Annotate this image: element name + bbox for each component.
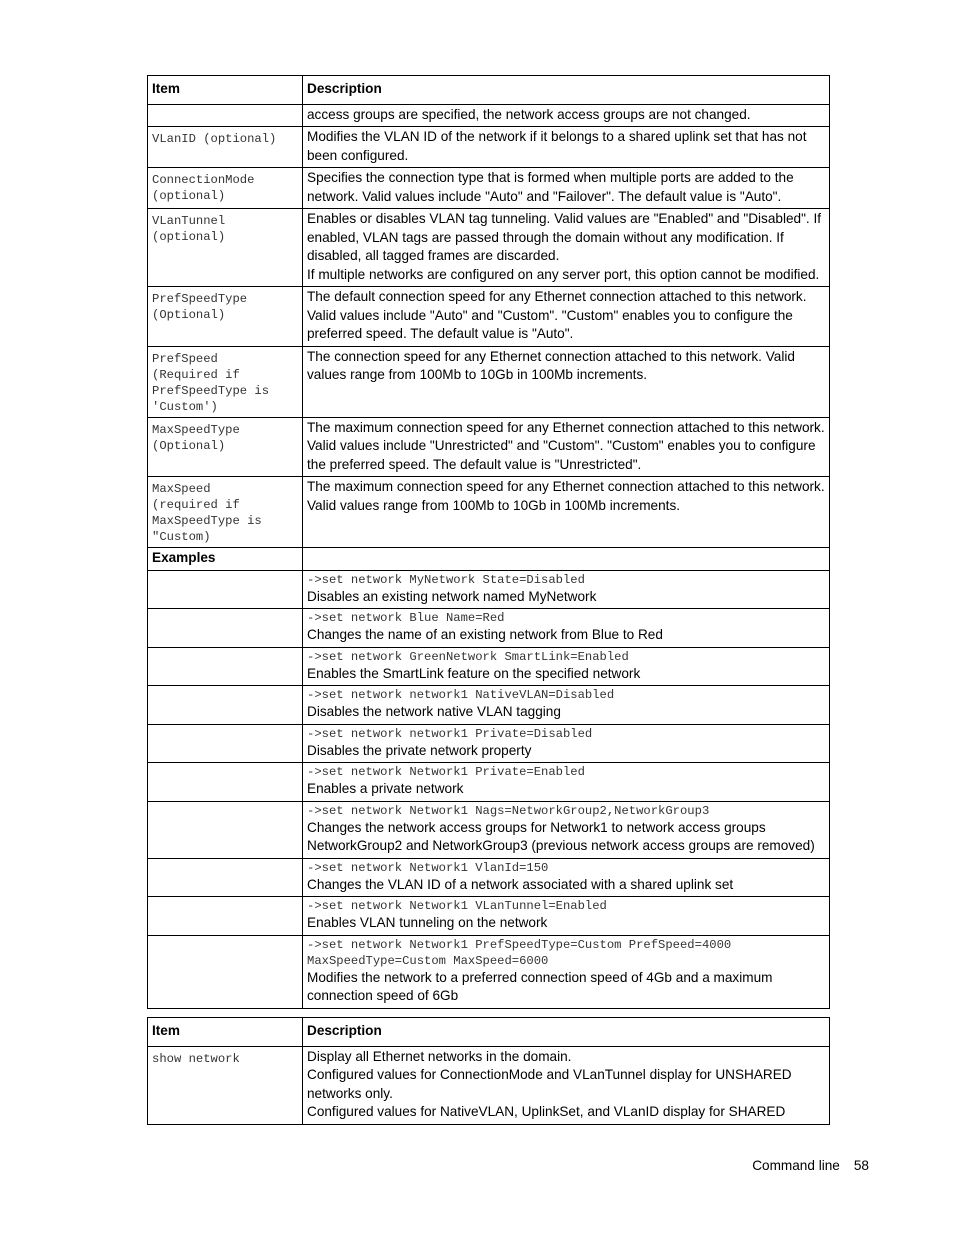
description-cell (303, 477, 830, 548)
example-description: Changes the network access groups for Network1 to network access groups NetworkGroup2 and NetworkGroup3 (previous network access groups are removed) (307, 819, 815, 853)
example-description: Enables a private network (307, 781, 464, 796)
parameter-name: MaxSpeed (required if MaxSpeedType is "Custom) (152, 482, 262, 544)
table-row (148, 1046, 830, 1124)
example-item-cell (148, 609, 303, 648)
table-row (148, 346, 830, 417)
description-text: The maximum connection speed for any Ethernet connection attached to this network. Valid values range from 100Mb to 10Gb in 100Mb increments. (307, 479, 825, 513)
description-cell (303, 127, 830, 168)
page-number: 58 (853, 1158, 869, 1173)
example-cell (303, 609, 830, 648)
example-cell (303, 858, 830, 897)
example-item-cell (148, 570, 303, 609)
description-cell (303, 1046, 830, 1124)
example-description: Enables VLAN tunneling on the network (307, 915, 548, 930)
item-cell (148, 209, 303, 287)
example-command: ->set network Blue Name=Red (307, 611, 505, 625)
table-row (148, 104, 830, 127)
page-footer (738, 1158, 869, 1173)
item-cell (148, 287, 303, 347)
description-cell (303, 417, 830, 477)
parameter-name: VLanTunnel (optional) (152, 214, 226, 244)
example-command: ->set network Network1 Nags=NetworkGroup2,NetworkGroup3 (307, 803, 710, 818)
table-row (148, 287, 830, 347)
example-item-cell (148, 897, 303, 936)
example-description: Modifies the network to a preferred connection speed of 4Gb and a maximum connection speed of 6Gb (307, 969, 773, 1003)
example-command: ->set network MyNetwork State=Disabled (307, 572, 585, 587)
description-text: The maximum connection speed for any Ethernet connection attached to this network. Valid values include "Unrestricted" and "Custom". "Custom" enables you to configure the preferred speed. The default value is "Unrestricted". (307, 419, 825, 472)
table-row (148, 127, 830, 168)
parameter-name: MaxSpeedType (Optional) (152, 422, 240, 453)
description-cell: access groups are specified, the network access groups are not changed. (303, 104, 830, 127)
item-cell (148, 127, 303, 168)
column-header-description: Description (303, 1018, 830, 1047)
item-cell (148, 477, 303, 548)
parameter-name: show network (152, 1051, 240, 1066)
example-row (148, 897, 830, 936)
example-row (148, 858, 830, 897)
table-header-row (148, 1018, 830, 1047)
description-cell (303, 287, 830, 347)
example-cell (303, 763, 830, 802)
example-description: Disables the network native VLAN tagging (307, 704, 561, 719)
description-text: Configured values for ConnectionMode and VLanTunnel display for UNSHARED networks only. (307, 1067, 792, 1101)
example-row (148, 801, 830, 858)
example-cell (303, 686, 830, 725)
table-header-row (148, 76, 830, 105)
command-table-show-network (147, 1017, 830, 1125)
example-command: ->set network network1 Private=Disabled (307, 726, 593, 741)
description-cell (303, 168, 830, 209)
example-cell (303, 801, 830, 858)
example-item-cell (148, 858, 303, 897)
example-item-cell (148, 801, 303, 858)
examples-spacer-cell (303, 548, 830, 571)
example-item-cell (148, 935, 303, 1008)
column-header-item: Item (148, 76, 303, 105)
item-cell (148, 104, 303, 127)
item-cell (148, 417, 303, 477)
description-text: The connection speed for any Ethernet connection attached to this network. Valid values range from 100Mb to 10Gb in 100Mb increments. (307, 348, 795, 382)
item-cell (148, 1046, 303, 1124)
description-text: Specifies the connection type that is formed when multiple ports are added to the network. Valid values include "Auto" and "Failover". The default value is "Auto". (307, 170, 794, 204)
description-cell (303, 209, 830, 287)
footer-section-title: Command line (752, 1158, 840, 1173)
example-item-cell (148, 686, 303, 725)
example-command: ->set network Network1 PrefSpeedType=Custom PrefSpeed=4000 MaxSpeedType=Custom MaxSpeed=6000 (307, 937, 732, 968)
parameter-name: VLanID (optional) (152, 132, 277, 146)
item-cell (148, 168, 303, 209)
example-command: ->set network Network1 VlanId=150 (307, 860, 549, 875)
example-command: ->set network network1 NativeVLAN=Disabled (307, 688, 615, 702)
example-cell (303, 570, 830, 609)
example-item-cell (148, 647, 303, 686)
example-description: Disables an existing network named MyNetwork (307, 588, 597, 604)
example-row (148, 609, 830, 648)
example-cell (303, 724, 830, 763)
description-text: Modifies the VLAN ID of the network if it belongs to a shared uplink set that has not been configured. (307, 129, 807, 163)
parameter-name: PrefSpeed (Required if PrefSpeedType is 'Custom') (152, 351, 270, 414)
example-description: Enables the SmartLink feature on the specified network (307, 665, 641, 681)
column-header-description: Description (303, 76, 830, 105)
example-row (148, 570, 830, 609)
example-description: Changes the VLAN ID of a network associated with a shared uplink set (307, 876, 734, 892)
example-row (148, 647, 830, 686)
table-row (148, 477, 830, 548)
example-row (148, 763, 830, 802)
table-row (148, 168, 830, 209)
example-cell (303, 897, 830, 936)
examples-header-row (148, 548, 830, 571)
example-command: ->set network Network1 Private=Enabled (307, 765, 585, 779)
example-command: ->set network GreenNetwork SmartLink=Enabled (307, 649, 629, 664)
description-cell (303, 346, 830, 417)
example-command: ->set network Network1 VLanTunnel=Enabled (307, 899, 607, 913)
parameter-name: PrefSpeedType (Optional) (152, 292, 248, 322)
example-cell (303, 647, 830, 686)
description-text: Display all Ethernet networks in the domain. (307, 1048, 572, 1064)
description-text: The default connection speed for any Ethernet connection attached to this network. Valid values include "Auto" and "Custom". "Custom" enables you to configure the preferred speed. The default value is "Auto". (307, 289, 807, 341)
parameter-name: ConnectionMode (optional) (152, 173, 255, 203)
command-table-set-network (147, 75, 830, 1009)
item-cell (148, 346, 303, 417)
example-item-cell (148, 763, 303, 802)
examples-label: Examples (148, 548, 303, 571)
description-text: Configured values for NativeVLAN, UplinkSet, and VLanID display for SHARED (307, 1104, 786, 1119)
example-row (148, 686, 830, 725)
example-item-cell (148, 724, 303, 763)
example-description: Disables the private network property (307, 742, 532, 758)
description-text: If multiple networks are configured on any server port, this option cannot be modified. (307, 266, 820, 282)
table-row (148, 417, 830, 477)
description-text: Enables or disables VLAN tag tunneling. Valid values are "Enabled" and "Disabled". If enabled, VLAN tags are passed through the domain without any modification. If disabled, all tagged frames are discarded. (307, 211, 822, 263)
example-row (148, 935, 830, 1008)
example-description: Changes the name of an existing network from Blue to Red (307, 627, 663, 642)
example-row (148, 724, 830, 763)
column-header-item: Item (148, 1018, 303, 1047)
table-row (148, 209, 830, 287)
example-cell (303, 935, 830, 1008)
